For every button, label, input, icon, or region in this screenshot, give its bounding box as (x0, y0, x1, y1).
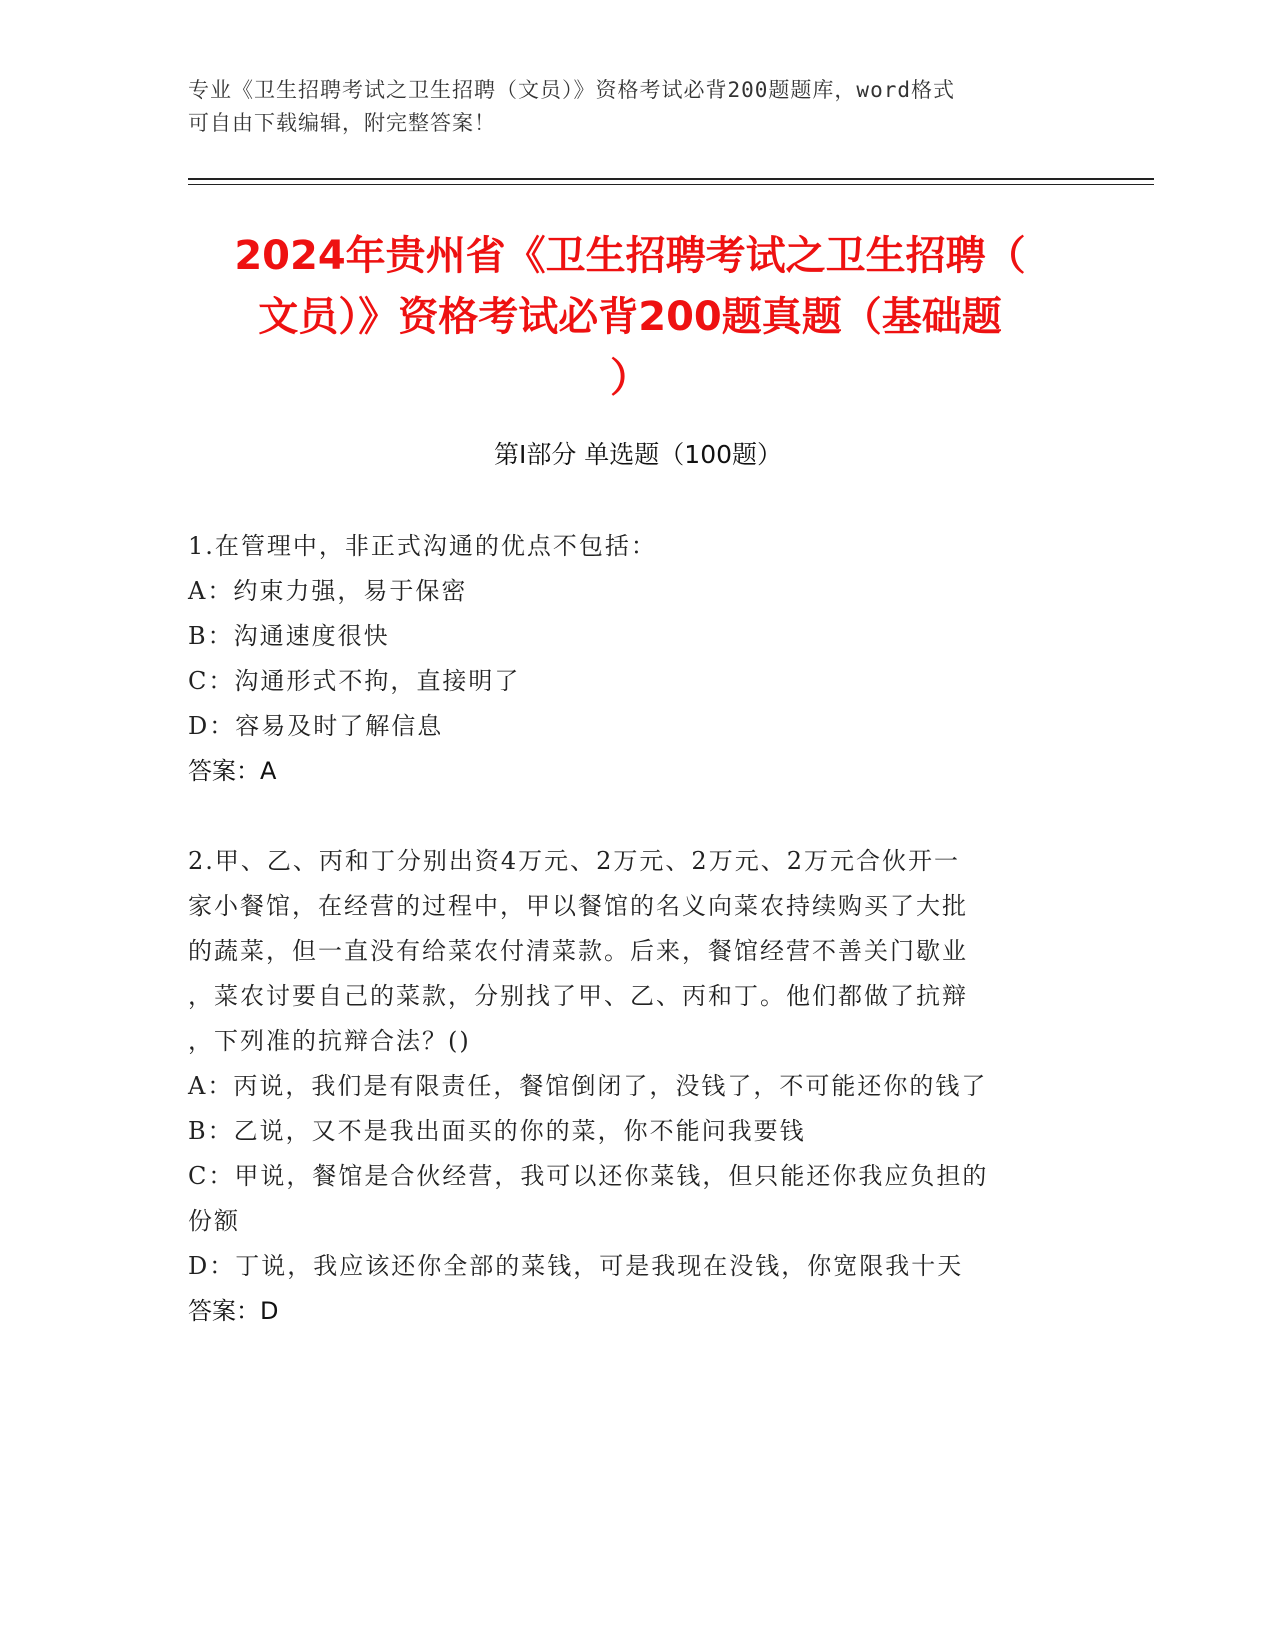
header-divider (188, 178, 1154, 180)
title-line: 文员）》资格考试必背200题真题（基础题 (258, 294, 1002, 340)
question-stem: ，菜农讨要自己的菜款，分别找了甲、乙、丙和丁。他们都做了抗辩 (188, 982, 968, 1010)
header-note-line: 专业《卫生招聘考试之卫生招聘（文员）》资格考试必背200题题库，word格式 (188, 78, 955, 102)
option-c: C：甲说，餐馆是合伙经营，我可以还你菜钱，但只能还你我应负担的 (188, 1162, 989, 1190)
option-a: A：丙说，我们是有限责任，餐馆倒闭了，没钱了，不可能还你的钱了 (188, 1072, 988, 1100)
question-stem: 家小餐馆，在经营的过程中，甲以餐馆的名义向菜农持续购买了大批 (188, 892, 968, 920)
question-stem: 的蔬菜，但一直没有给菜农付清菜款。后来，餐馆经营不善关门歇业 (188, 937, 968, 965)
document-title (180, 226, 1080, 409)
option-b: B：乙说，又不是我出面买的你的菜，你不能问我要钱 (188, 1117, 806, 1145)
option-b: B：沟通速度很快 (188, 622, 390, 650)
section-heading: 第Ⅰ部分 单选题（100题） (493, 440, 783, 469)
answer: 答案：A (188, 757, 277, 785)
header-note-line: 可自由下载编辑，附完整答案！ (188, 111, 496, 135)
question-stem: ，下列准的抗辩合法？() (188, 1027, 471, 1055)
option-d: D：容易及时了解信息 (188, 712, 444, 740)
header-divider-thin (188, 184, 1154, 185)
option-c: C：沟通形式不拘，直接明了 (188, 667, 521, 695)
answer: 答案：D (188, 1297, 279, 1325)
question-block (188, 839, 1088, 1334)
question-block (188, 524, 1088, 794)
header-note (188, 74, 1088, 140)
title-line: ） (610, 355, 650, 401)
question-stem: 2.甲、乙、丙和丁分别出资4万元、2万元、2万元、2万元合伙开一 (188, 847, 960, 875)
option-d: D：丁说，我应该还你全部的菜钱，可是我现在没钱，你宽限我十天 (188, 1252, 964, 1280)
option-c-continued: 份额 (188, 1207, 240, 1235)
title-line: 2024年贵州省《卫生招聘考试之卫生招聘（ (234, 233, 1026, 279)
question-stem: 1.在管理中，非正式沟通的优点不包括： (188, 532, 657, 560)
option-a: A：约束力强，易于保密 (188, 577, 468, 605)
